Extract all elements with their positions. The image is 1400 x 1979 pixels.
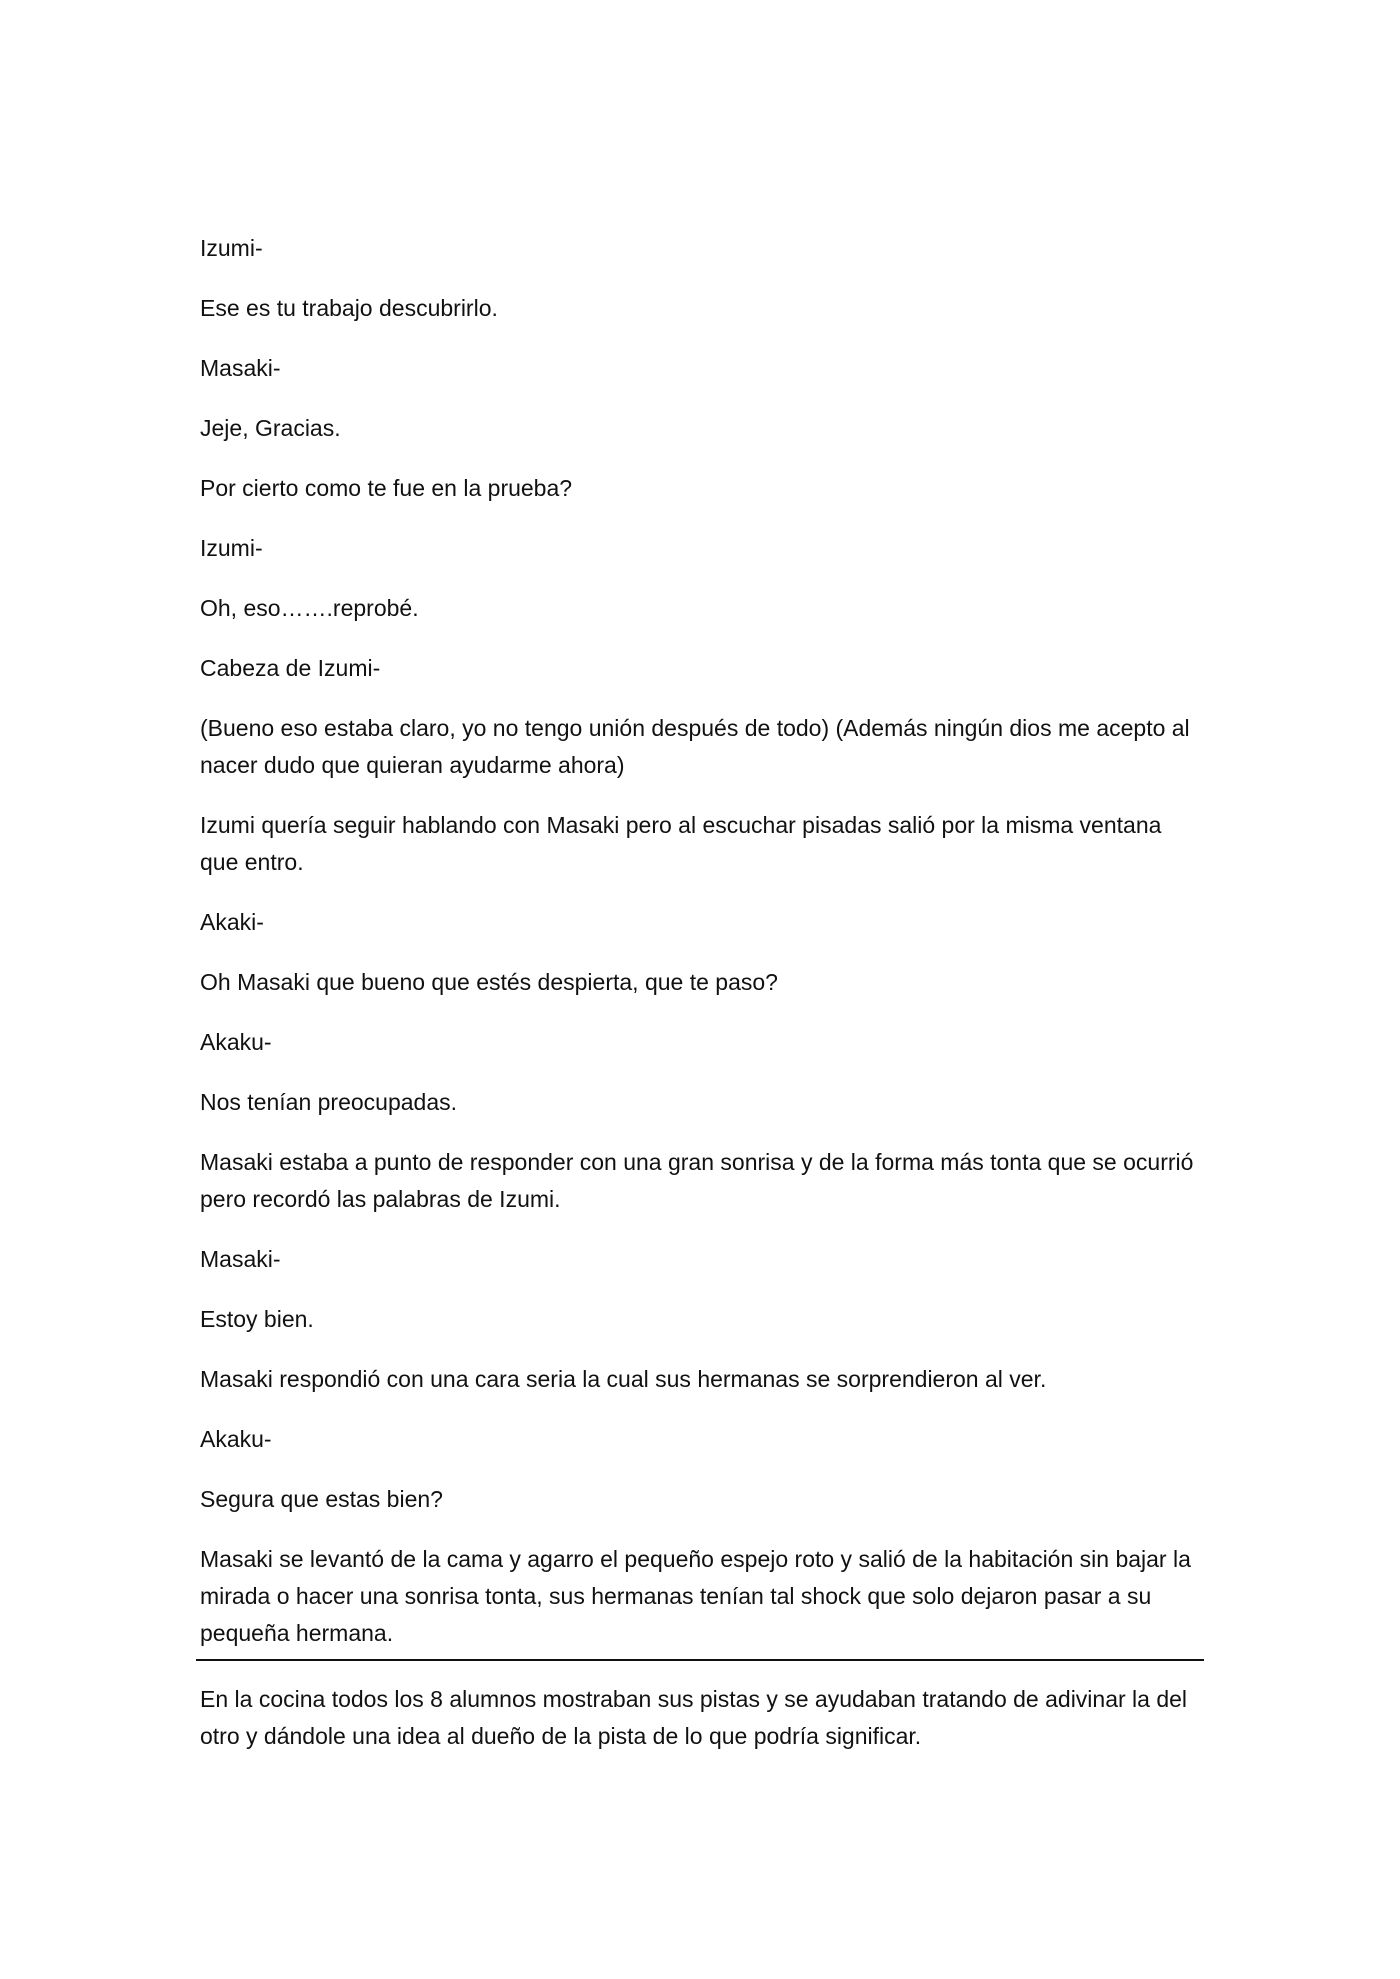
dialogue-line: Jeje, Gracias. <box>200 415 341 441</box>
dialogue-line: Estoy bien. <box>200 1306 314 1332</box>
document-body <box>200 230 1200 1778</box>
dialogue-line: Segura que estas bien? <box>200 1486 443 1512</box>
dialogue-line: Oh, eso…….reprobé. <box>200 595 419 621</box>
speaker-label: Akaku- <box>200 1426 272 1452</box>
speaker-label: Akaki- <box>200 909 264 935</box>
narration-paragraph: Masaki estaba a punto de responder con una gran sonrisa y de la forma más tonta que se ocurrió pero recordó las palabras de Izumi. <box>200 1149 1194 1212</box>
dialogue-line: Por cierto como te fue en la prueba? <box>200 475 573 501</box>
speaker-label: Masaki- <box>200 1246 281 1272</box>
narration-paragraph: En la cocina todos los 8 alumnos mostraban sus pistas y se ayudaban tratando de adivinar la del otro y dándole una idea al dueño de la pista de lo que podría significar. <box>200 1686 1188 1749</box>
speaker-label: Akaku- <box>200 1029 272 1055</box>
speaker-label: Izumi- <box>200 235 263 261</box>
narration-paragraph: Masaki se levantó de la cama y agarro el pequeño espejo roto y salió de la habitación sin bajar la mirada o hacer una sonrisa tonta, sus hermanas tenían tal shock que solo dejaron pasar a su pequeña hermana. <box>200 1546 1191 1646</box>
dialogue-line: Oh Masaki que bueno que estés despierta, que te paso? <box>200 969 778 995</box>
dialogue-line: Nos tenían preocupadas. <box>200 1089 458 1115</box>
speaker-label: Masaki- <box>200 355 281 381</box>
dialogue-line: Ese es tu trabajo descubrirlo. <box>200 295 498 321</box>
dialogue-line: (Bueno eso estaba claro, yo no tengo unión después de todo) (Además ningún dios me acepto al nacer dudo que quieran ayudarme ahora) <box>200 715 1190 778</box>
section-divider <box>196 1659 1204 1661</box>
narration-paragraph: Izumi quería seguir hablando con Masaki pero al escuchar pisadas salió por la misma ventana que entro. <box>200 812 1162 875</box>
narration-paragraph: Masaki respondió con una cara seria la cual sus hermanas se sorprendieron al ver. <box>200 1366 1047 1392</box>
speaker-label: Izumi- <box>200 535 263 561</box>
speaker-label: Cabeza de Izumi- <box>200 655 381 681</box>
